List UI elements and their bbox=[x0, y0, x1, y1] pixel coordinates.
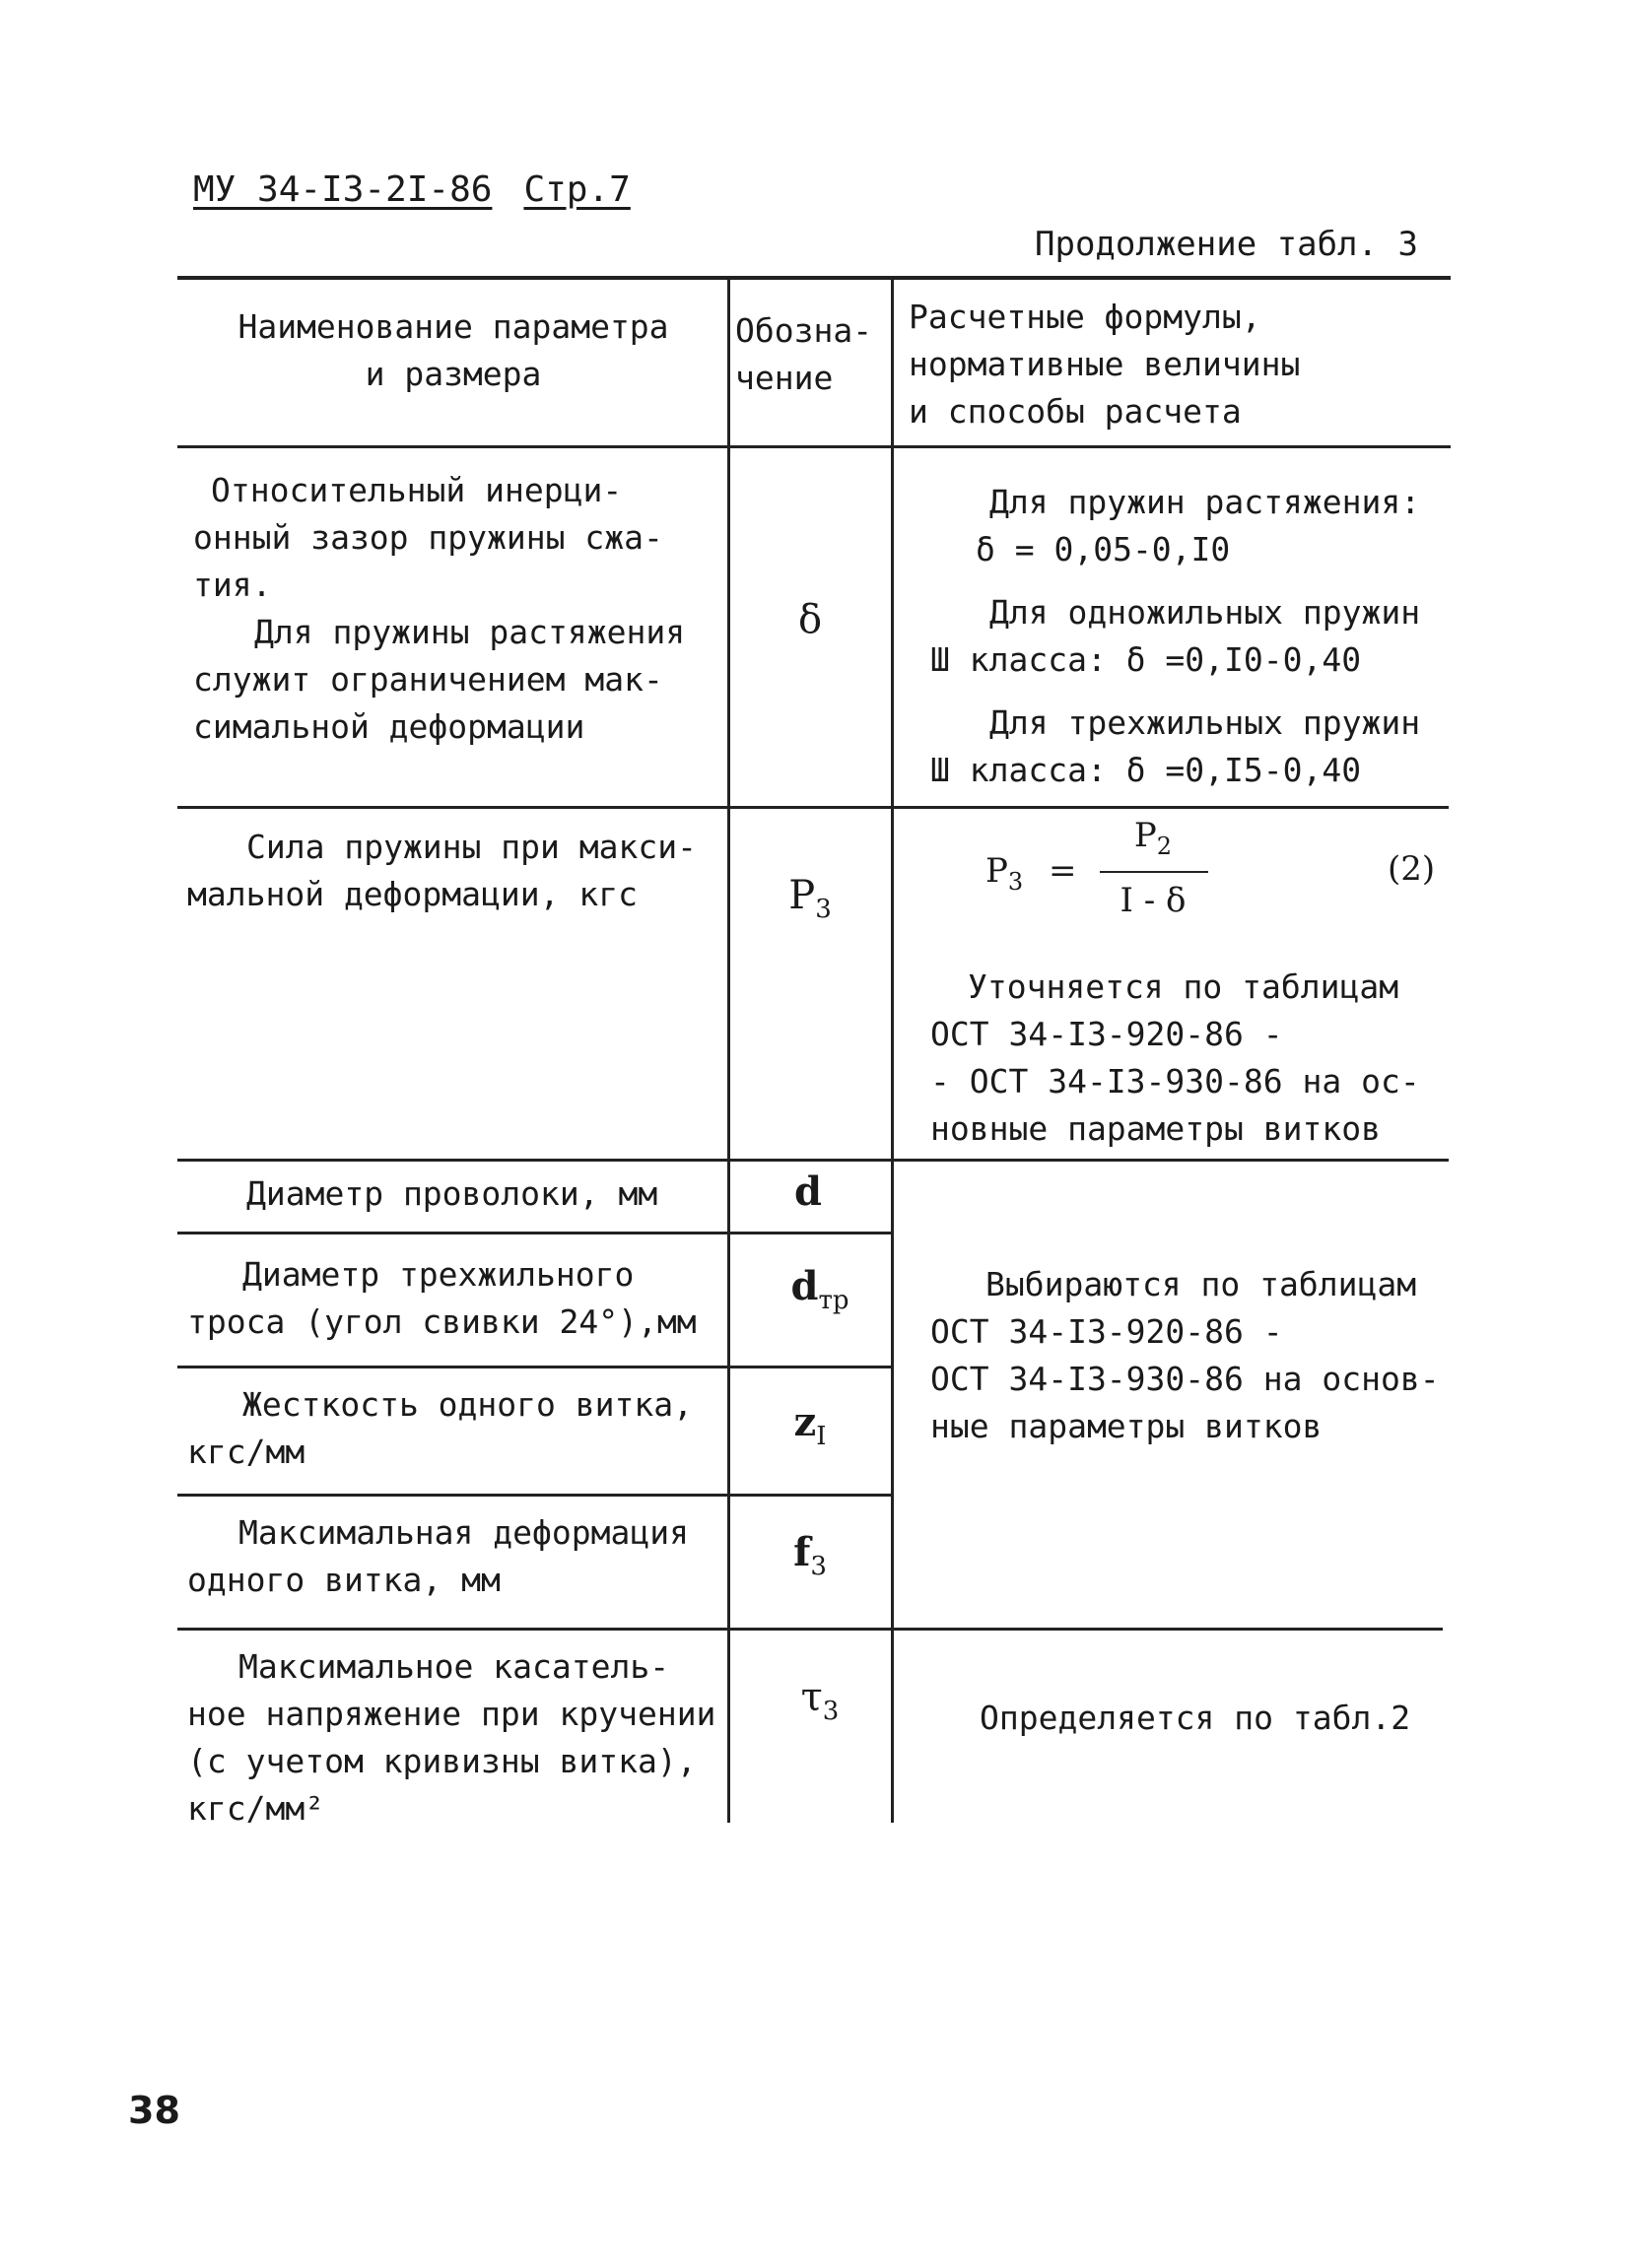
row3-bottom-border bbox=[177, 1232, 891, 1234]
merged-rows-note: Выбираются по таблицам ОСТ 34-I3-920-86 - ОСТ 34-I3-930-86 на основ- ные параметры витков bbox=[930, 1265, 1440, 1445]
row5-symbol: $z_I$ bbox=[793, 1399, 827, 1451]
document-code bbox=[193, 169, 631, 210]
row5-parameter-name: Жесткость одного витка, кгс/мм bbox=[187, 1385, 693, 1471]
row4-parameter-name: Диаметр трехжильного троса (угол свивки 24°),мм bbox=[187, 1255, 697, 1341]
row1-parameter-name: Относительный инерци- онный зазор пружины сжа- тия. Для пружины растяжения служит ограничением мак- симальной деформации bbox=[193, 471, 686, 746]
row3-symbol: d bbox=[794, 1168, 822, 1215]
row5-bottom-border bbox=[177, 1494, 891, 1497]
row7-parameter-name: Максимальное касатель- ное напряжение при кручении (с учетом кривизны витка), кгс/мм² bbox=[187, 1647, 716, 1828]
row2-symbol: $P_3$ bbox=[788, 873, 832, 924]
row2-parameter-name: Сила пружины при макси- мальной деформации, кгс bbox=[187, 828, 697, 913]
row7-symbol: $\tau_3$ bbox=[800, 1675, 840, 1726]
row6-bottom-border bbox=[177, 1628, 1443, 1631]
fraction-bar bbox=[1100, 871, 1208, 873]
page-number: 38 bbox=[128, 2089, 180, 2132]
column-divider-1 bbox=[727, 278, 730, 1823]
formula-2: $P_3$ = $P_2$ I - δ (2) bbox=[985, 816, 1436, 920]
row2-bottom-border bbox=[177, 1159, 1449, 1162]
row4-bottom-border bbox=[177, 1366, 891, 1368]
column-header-formulas: Расчетные формулы, нормативные величины и способы расчета bbox=[909, 298, 1301, 431]
row1-formula: Для пружин растяжения: δ = 0,05-0,I0 Для одножильных пружин Ш класса: δ =0,I0-0,40 Для трехжильных пружин Ш класса: δ =0,I5-0,40 bbox=[930, 483, 1421, 789]
row4-symbol: $d_{тр}$ bbox=[790, 1263, 849, 1315]
row7-formula: Определяется по табл.2 bbox=[980, 1699, 1411, 1737]
column-divider-2 bbox=[891, 278, 894, 1823]
column-header-name: Наименование параметра и размера bbox=[238, 307, 669, 393]
formula-number: (2) bbox=[1388, 849, 1436, 889]
table-top-border bbox=[177, 276, 1451, 280]
table-continuation-label: Продолжение табл. 3 bbox=[1035, 225, 1418, 264]
row1-bottom-border bbox=[177, 806, 1449, 809]
row2-note: Уточняется по таблицам ОСТ 34-I3-920-86 - - ОСТ 34-I3-930-86 на ос- новные параметры витков bbox=[930, 967, 1420, 1148]
page-reference: Стр.7 bbox=[523, 169, 631, 210]
doc-code-text: МУ 34-I3-2I-86 bbox=[193, 169, 493, 210]
row6-parameter-name: Максимальная деформация одного витка, мм bbox=[187, 1513, 689, 1599]
column-header-symbol: Обозна- чение bbox=[735, 311, 873, 397]
row3-parameter-name: Диаметр проволоки, мм bbox=[246, 1174, 658, 1213]
header-bottom-border bbox=[177, 445, 1451, 448]
row6-symbol: $f_3$ bbox=[793, 1529, 827, 1581]
row1-symbol: δ bbox=[797, 597, 823, 642]
